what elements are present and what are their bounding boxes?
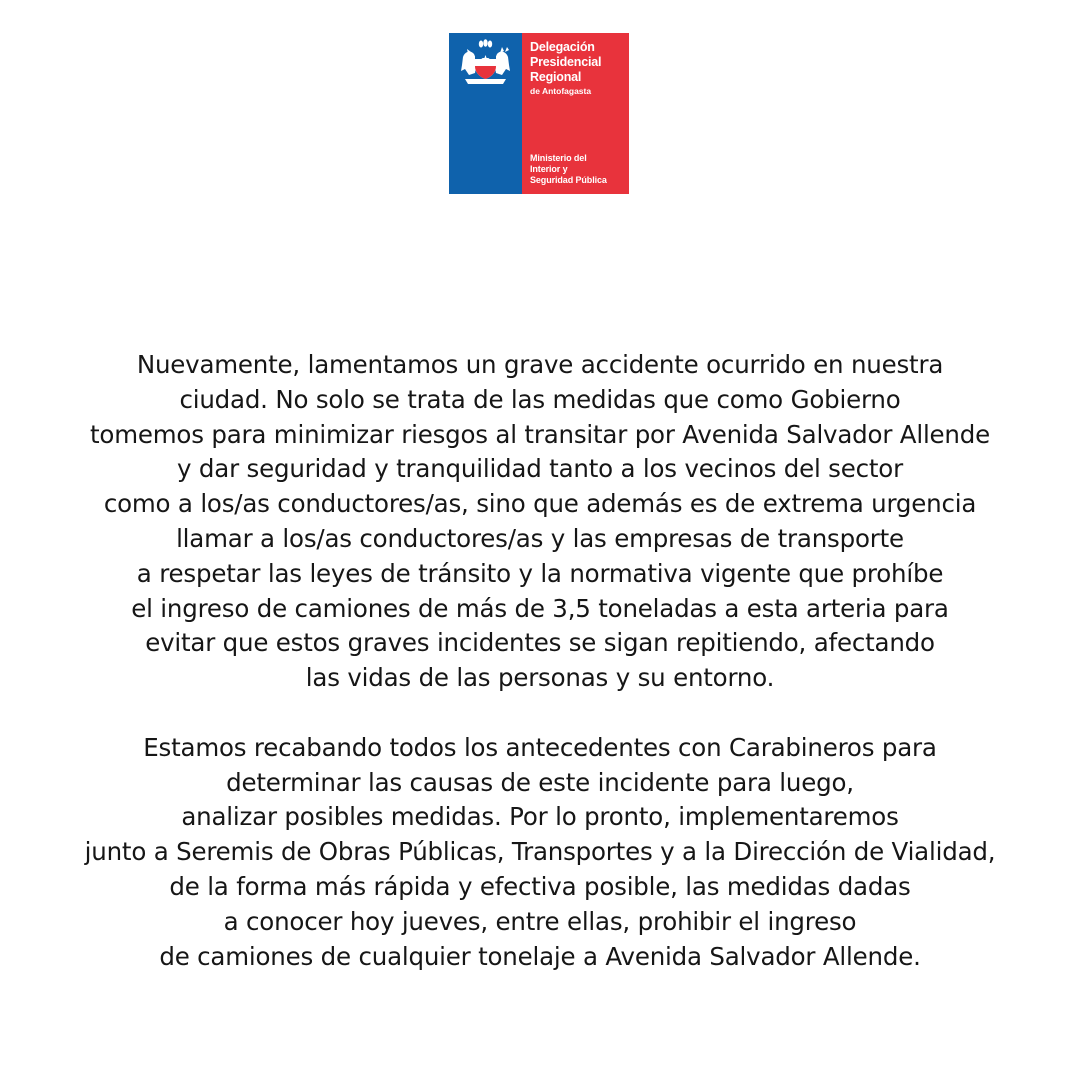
organization-region: de Antofagasta	[530, 86, 592, 96]
statement-paragraph-2	[0, 731, 1080, 975]
statement-line: de la forma más rápida y efectiva posible, las medidas dadas	[169, 871, 911, 901]
statement-line: a conocer hoy jueves, entre ellas, prohibir el ingreso	[223, 906, 857, 936]
statement-line: llamar a los/as conductores/as y las empresas de transporte	[176, 523, 904, 553]
statement-line: y dar seguridad y tranquilidad tanto a los vecinos del sector	[177, 454, 903, 484]
statement-line: junto a Seremis de Obras Públicas, Transportes y a la Dirección de Vialidad,	[84, 837, 996, 867]
statement-line: Estamos recabando todos los antecedentes con Carabineros para	[143, 732, 937, 762]
statement-line: evitar que estos graves incidentes se sigan repitiendo, afectando	[145, 628, 935, 658]
statement-line: determinar las causas de este incidente para luego,	[226, 767, 854, 797]
statement-line: a respetar las leyes de tránsito y la normativa vigente que prohíbe	[136, 558, 944, 588]
statement-line: de camiones de cualquier tonelaje a Avenida Salvador Allende.	[159, 941, 921, 971]
logo-blue-panel	[449, 33, 522, 194]
organization-line: Presidencial	[530, 55, 602, 69]
logo-red-panel	[522, 33, 629, 194]
government-logo	[449, 33, 629, 194]
statement-line: como a los/as conductores/as, sino que además es de extrema urgencia	[103, 489, 977, 519]
statement-line: Nuevamente, lamentamos un grave accidente ocurrido en nuestra	[136, 350, 944, 379]
statement-line: el ingreso de camiones de más de 3,5 toneladas a esta arteria para	[131, 593, 949, 623]
organization-line: Regional	[530, 70, 582, 84]
ministry-line: Interior y	[530, 164, 568, 174]
statement-line: las vidas de las personas y su entorno.	[305, 663, 775, 693]
statement-paragraph-1	[0, 348, 1080, 696]
ministry-line: Ministerio del	[530, 153, 587, 163]
organization-name	[530, 40, 601, 97]
public-statement	[0, 348, 1080, 974]
coat-of-arms-icon	[455, 39, 516, 89]
statement-line: tomemos para minimizar riesgos al transitar por Avenida Salvador Allende	[90, 419, 990, 449]
ministry-line: Seguridad Pública	[530, 175, 607, 185]
ministry-name	[530, 153, 607, 186]
organization-line: Delegación	[530, 40, 595, 54]
statement-line: ciudad. No solo se trata de las medidas que como Gobierno	[179, 384, 901, 414]
statement-line: analizar posibles medidas. Por lo pronto, implementaremos	[181, 802, 899, 832]
